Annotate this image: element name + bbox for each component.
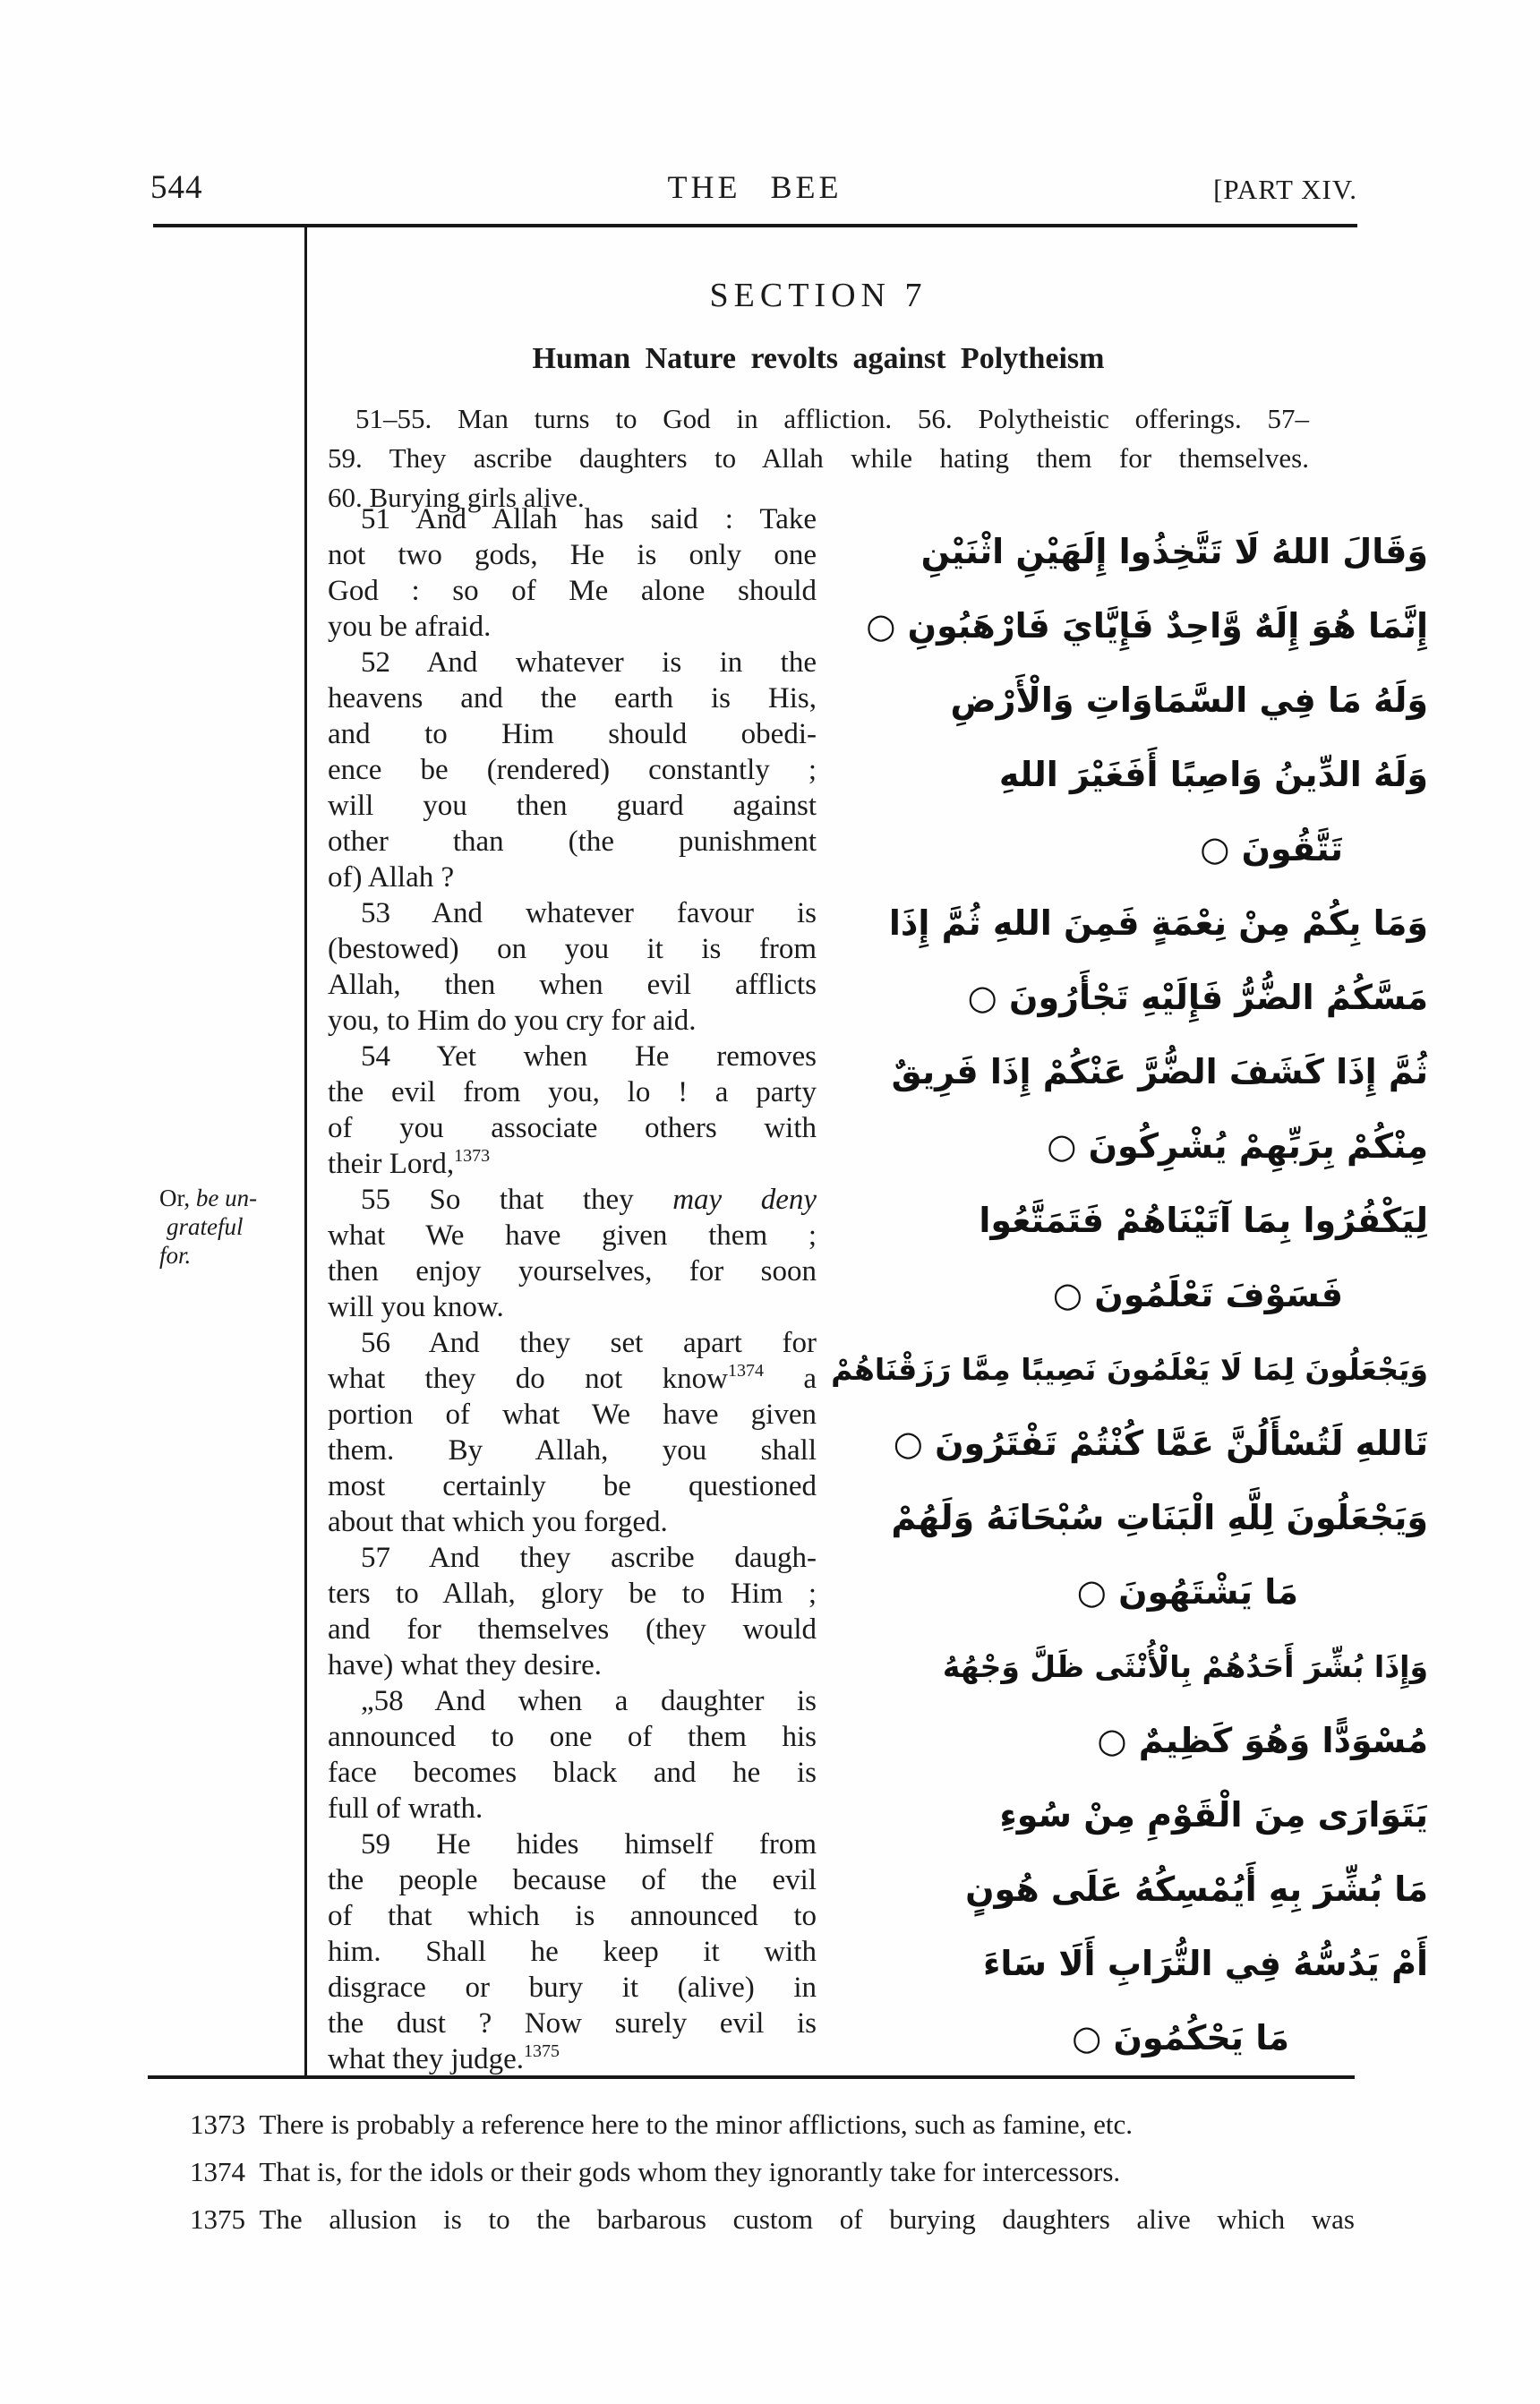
verse-text: most certainly be questioned	[328, 1470, 817, 1502]
margin-note-line: for.	[159, 1242, 192, 1269]
verse-line	[328, 1755, 817, 1791]
summary-line: 59. They ascribe daughters to Allah while hating them for themselves.	[328, 442, 1309, 474]
english-verse	[328, 1540, 817, 1683]
header-rule	[153, 224, 1357, 227]
verse-text: 54 Yet when He removes	[361, 1040, 817, 1073]
verse-line	[328, 1791, 817, 1827]
verse-line	[328, 752, 817, 788]
summary-line: 60. Burying girls alive.	[328, 482, 585, 513]
verse-line	[328, 1576, 817, 1612]
verse-line	[328, 1540, 817, 1576]
italic-text: may deny	[672, 1184, 817, 1216]
verse-line	[328, 1468, 817, 1504]
verse-line	[328, 1719, 817, 1755]
arabic-verse-line: مُسْوَدًّا وَهُوَ كَظِيمٌ ○	[1097, 1721, 1428, 1760]
verse-line	[328, 501, 817, 537]
verse-text: full of wrath.	[328, 1792, 483, 1825]
verse-text: heavens and the earth is His,	[328, 682, 817, 714]
verse-line	[328, 1074, 817, 1110]
verse-text: portion of what We have given	[328, 1399, 817, 1431]
verse-line	[328, 1647, 817, 1683]
verse-text: face becomes black and he is	[328, 1757, 817, 1789]
verse-text: of) Allah ?	[328, 861, 455, 894]
verse-text: will you know.	[328, 1291, 504, 1323]
verse-text: announced to one of them his	[328, 1721, 817, 1753]
verse-line	[328, 824, 817, 860]
verse-line	[328, 1683, 817, 1719]
page-part: [PART XIV.	[1213, 174, 1357, 205]
verse-line	[328, 1289, 817, 1325]
english-verse	[328, 1182, 817, 1325]
verse-line	[328, 895, 817, 931]
verse-text: not two gods, He is only one	[328, 539, 817, 571]
verse-line	[328, 1934, 817, 1970]
english-verse	[328, 1827, 817, 2077]
english-translation-column	[328, 501, 817, 2077]
verse-text: 53 And whatever favour is	[361, 897, 817, 929]
verse-line	[328, 680, 817, 716]
section-heading: Human Nature revolts against Polytheism	[532, 342, 1105, 375]
verse-line	[328, 537, 817, 573]
arabic-verse-line: تَتَّقُونَ ○	[1200, 829, 1343, 868]
verse-line	[328, 1827, 817, 1862]
arabic-verse-line: ثُمَّ إِذَا كَشَفَ الضُّرَّ عَنْكُمْ إِذَا فَرِيقٌ	[891, 1052, 1428, 1091]
english-verse	[328, 895, 817, 1039]
verse-text: and for themselves (they would	[328, 1613, 817, 1646]
verse-line	[328, 1253, 817, 1289]
verse-text: 57 And they ascribe daugh-	[361, 1542, 817, 1574]
verse-line	[328, 1182, 817, 1218]
verse-line	[328, 1898, 817, 1934]
verse-text: have) what they desire.	[328, 1649, 603, 1681]
verse-line	[328, 609, 817, 645]
footnote-marker: 1374	[727, 1361, 764, 1381]
english-verse	[328, 501, 817, 645]
verse-text: the people because of the evil	[328, 1864, 817, 1896]
verse-text: about that which you forged.	[328, 1506, 668, 1538]
arabic-verse-line: مَا بُشِّرَ بِهِ أَيُمْسِكُهُ عَلَى هُونٍ	[965, 1869, 1428, 1909]
verse-text: you be afraid.	[328, 611, 492, 643]
verse-line	[328, 1862, 817, 1898]
footnote-line: 1375 The allusion is to the barbarous custom of burying daughters alive which was	[190, 2203, 1355, 2235]
verse-text: of you associate others with	[328, 1112, 817, 1144]
verse-line	[328, 1433, 817, 1468]
footnote-line: 1373 There is probably a reference here to the minor afflictions, such as famine, etc.	[190, 2109, 1134, 2140]
arabic-verse-line: فَسَوْفَ تَعْلَمُونَ ○	[1052, 1275, 1343, 1314]
margin-divider-rule	[304, 226, 307, 2075]
verse-text: disgrace or bury it (alive) in	[328, 1972, 817, 2004]
verse-text: 55 So that they	[361, 1184, 673, 1216]
verse-line	[328, 1612, 817, 1647]
verse-line	[328, 1039, 817, 1074]
verse-text: ence be (rendered) constantly ;	[328, 754, 817, 786]
verse-line	[328, 1970, 817, 2006]
verse-line	[328, 1003, 817, 1039]
verse-text: you, to Him do you cry for aid.	[328, 1005, 697, 1037]
verse-text: then enjoy yourselves, for soon	[328, 1255, 817, 1288]
verse-line	[328, 788, 817, 824]
verse-text: what We have given them ;	[328, 1219, 817, 1252]
arabic-verse-line: مَسَّكُمُ الضُّرُّ فَإِلَيْهِ تَجْأَرُونَ ○	[967, 978, 1428, 1017]
verse-text: of that which is announced to	[328, 1900, 817, 1932]
arabic-verse-line: وَيَجْعَلُونَ لِمَا لَا يَعْلَمُونَ نَصِيبًا مِمَّا رَزَقْنَاهُمْ	[831, 1352, 1428, 1387]
verse-text: ters to Allah, glory be to Him ;	[328, 1578, 817, 1610]
arabic-verse-line: أَمْ يَدُسُّهُ فِي التُّرَابِ أَلَا سَاءَ	[982, 1944, 1428, 1983]
verse-line	[328, 1504, 817, 1540]
margin-note-italic: be un-	[195, 1185, 258, 1211]
page-number: 544	[150, 169, 203, 206]
english-verse	[328, 1683, 817, 1827]
verse-text: (bestowed) on you it is from	[328, 933, 817, 965]
footnote-line: 1374 That is, for the idols or their gods whom they ignorantly take for intercessors.	[190, 2156, 1121, 2187]
verse-text: them. By Allah, you shall	[328, 1434, 817, 1467]
english-verse	[328, 1325, 817, 1540]
arabic-verse-line: مَا يَحْكُمُونَ ○	[1072, 2018, 1289, 2058]
verse-line	[328, 2006, 817, 2041]
arabic-text-column	[831, 515, 1428, 2075]
arabic-verse-line: يَتَوَارَى مِنَ الْقَوْمِ مِنْ سُوءِ	[999, 1795, 1428, 1835]
arabic-verse-line: وَلَهُ مَا فِي السَّمَاوَاتِ وَالْأَرْضِ	[950, 680, 1428, 720]
margin-note-line	[159, 1184, 295, 1212]
verse-text: God : so of Me alone should	[328, 575, 817, 607]
arabic-verse-line: وَإِذَا بُشِّرَ أَحَدُهُمْ بِالْأُنْثَى ظَلَّ وَجْهُهُ	[942, 1649, 1428, 1684]
summary-line: 51–55. Man turns to God in affliction. 56. Polytheistic offerings. 57–	[355, 403, 1309, 434]
verse-line	[328, 860, 817, 895]
arabic-verse-line: لِيَكْفُرُوا بِمَا آتَيْنَاهُمْ فَتَمَتَّعُوا	[979, 1201, 1428, 1240]
margin-note	[159, 1184, 295, 1270]
verse-line	[328, 1110, 817, 1146]
verse-text: will you then guard against	[328, 790, 817, 822]
footnotes	[190, 2100, 1355, 2243]
arabic-verse-line: وَقَالَ اللهُ لَا تَتَّخِذُوا إِلَهَيْنِ اثْنَيْنِ	[920, 532, 1428, 571]
verse-line	[328, 1325, 817, 1361]
verse-text: 59 He hides himself from	[361, 1828, 817, 1861]
verse-line	[328, 645, 817, 680]
verse-text: Allah, then when evil afflicts	[328, 969, 817, 1001]
verse-text: „58 And when a daughter is	[361, 1685, 817, 1717]
verse-text: the evil from you, lo ! a party	[328, 1076, 817, 1108]
verse-line	[328, 1361, 817, 1397]
arabic-verse-line: مَا يَشْتَهُونَ ○	[1076, 1572, 1298, 1612]
verse-text: what they judge.	[328, 2043, 525, 2075]
arabic-verse-line: إِنَّمَا هُوَ إِلَهٌ وَّاحِدٌ فَإِيَّايَ فَارْهَبُونِ ○	[866, 606, 1428, 646]
verse-text: 56 And they set apart for	[361, 1327, 817, 1359]
verse-text: the dust ? Now surely evil is	[328, 2007, 817, 2040]
margin-note-line: grateful	[167, 1213, 244, 1240]
arabic-verse-line: تَاللهِ لَتُسْأَلُنَّ عَمَّا كُنْتُمْ تَفْتَرُونَ ○	[893, 1424, 1428, 1463]
section-label: SECTION 7	[709, 277, 928, 314]
verse-line	[328, 573, 817, 609]
verse-text: 52 And whatever is in the	[361, 646, 817, 679]
verse-line	[328, 1397, 817, 1433]
verse-text: their Lord,	[328, 1148, 455, 1180]
english-verse	[328, 1039, 817, 1182]
verse-text: a	[763, 1363, 817, 1395]
verse-line	[328, 2041, 817, 2077]
verse-text: other than (the punishment	[328, 826, 817, 858]
verse-line	[328, 1146, 817, 1182]
english-verse	[328, 645, 817, 895]
margin-note-roman: Or,	[159, 1185, 196, 1211]
footnote-marker: 1373	[454, 1146, 491, 1166]
verse-line	[328, 967, 817, 1003]
arabic-verse-line: وَمَا بِكُمْ مِنْ نِعْمَةٍ فَمِنَ اللهِ ثُمَّ إِذَا	[888, 903, 1428, 943]
verse-text: and to Him should obedi-	[328, 718, 817, 750]
verse-text: what they do not know	[328, 1363, 728, 1395]
verse-text: 51 And Allah has said : Take	[361, 503, 817, 535]
arabic-verse-line: مِنْكُمْ بِرَبِّهِمْ يُشْرِكُونَ ○	[1047, 1126, 1428, 1166]
verse-text: him. Shall he keep it with	[328, 1936, 817, 1968]
section-summary	[328, 399, 1309, 518]
verse-line	[328, 931, 817, 967]
arabic-verse-line: وَلَهُ الدِّينُ وَاصِبًا أَفَغَيْرَ اللهِ	[998, 755, 1428, 794]
verse-line	[328, 716, 817, 752]
footnote-marker: 1375	[524, 2041, 560, 2061]
verse-line	[328, 1218, 817, 1253]
page-title: THE BEE	[667, 169, 843, 205]
arabic-verse-line: وَيَجْعَلُونَ لِلَّهِ الْبَنَاتِ سُبْحَانَهُ وَلَهُمْ	[891, 1498, 1428, 1537]
